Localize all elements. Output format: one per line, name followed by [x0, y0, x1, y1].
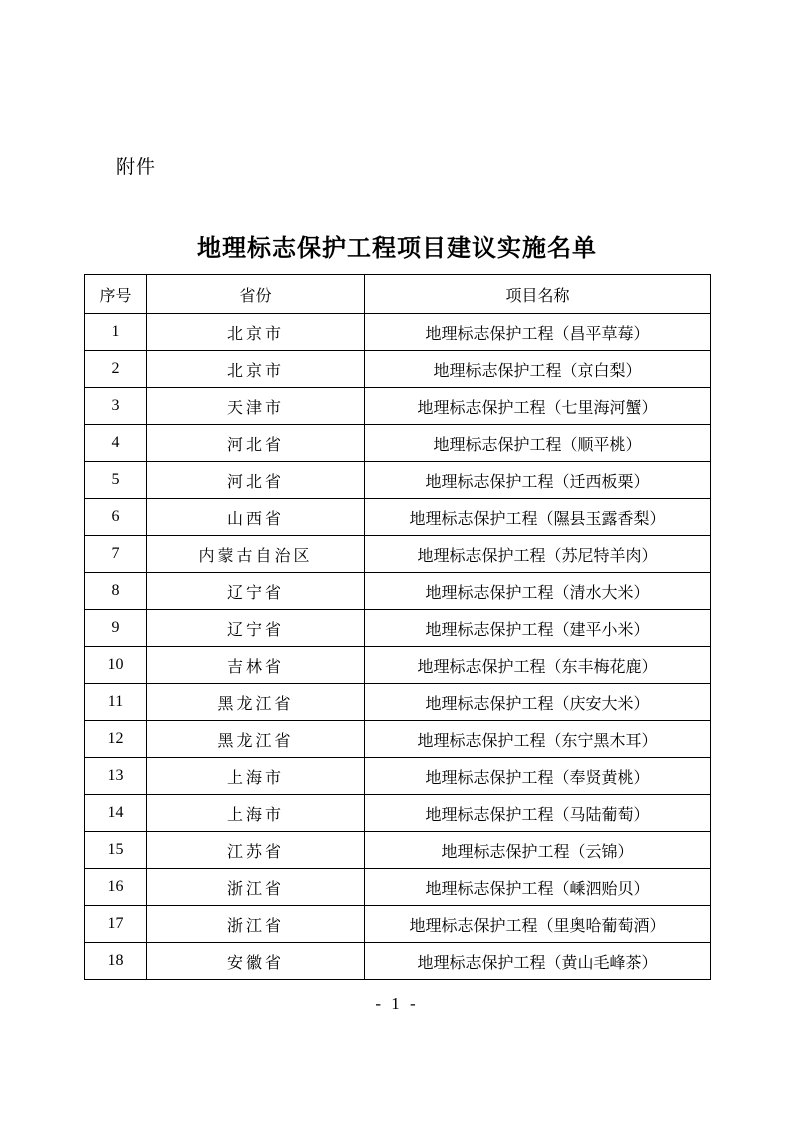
page-title: 地理标志保护工程项目建议实施名单	[197, 236, 597, 262]
cell-province: 黑龙江省	[147, 684, 365, 721]
cell-project: 地理标志保护工程（云锦）	[365, 832, 711, 869]
table-row	[85, 906, 711, 943]
cell-index: 9	[85, 610, 147, 647]
cell-province: 山西省	[147, 499, 365, 536]
page-number: - 1 -	[375, 994, 419, 1013]
cell-project: 地理标志保护工程（京白梨）	[365, 351, 711, 388]
table-row	[85, 647, 711, 684]
table-row	[85, 573, 711, 610]
project-list-table	[84, 274, 711, 980]
cell-project: 地理标志保护工程（七里海河蟹）	[365, 388, 711, 425]
cell-project: 地理标志保护工程（建平小米）	[365, 610, 711, 647]
cell-project: 地理标志保护工程（苏尼特羊肉）	[365, 536, 711, 573]
cell-province: 北京市	[147, 351, 365, 388]
cell-province: 上海市	[147, 758, 365, 795]
cell-project: 地理标志保护工程（清水大米）	[365, 573, 711, 610]
cell-project: 地理标志保护工程（奉贤黄桃）	[365, 758, 711, 795]
cell-index: 1	[85, 314, 147, 351]
cell-index: 4	[85, 425, 147, 462]
attachment-label: 附件	[116, 157, 157, 178]
cell-province: 黑龙江省	[147, 721, 365, 758]
cell-province: 吉林省	[147, 647, 365, 684]
table-row	[85, 314, 711, 351]
table-row	[85, 943, 711, 980]
table-row	[85, 462, 711, 499]
cell-project: 地理标志保护工程（昌平草莓）	[365, 314, 711, 351]
cell-index: 10	[85, 647, 147, 684]
cell-project: 地理标志保护工程（东宁黑木耳）	[365, 721, 711, 758]
cell-index: 8	[85, 573, 147, 610]
cell-province: 浙江省	[147, 869, 365, 906]
cell-index: 12	[85, 721, 147, 758]
column-header-project: 项目名称	[365, 275, 711, 314]
cell-index: 6	[85, 499, 147, 536]
cell-province: 安徽省	[147, 943, 365, 980]
cell-project: 地理标志保护工程（迁西板栗）	[365, 462, 711, 499]
cell-index: 17	[85, 906, 147, 943]
cell-index: 15	[85, 832, 147, 869]
cell-index: 13	[85, 758, 147, 795]
cell-index: 3	[85, 388, 147, 425]
cell-province: 天津市	[147, 388, 365, 425]
table-row	[85, 832, 711, 869]
table-row	[85, 610, 711, 647]
cell-index: 18	[85, 943, 147, 980]
cell-project: 地理标志保护工程（隰县玉露香梨）	[365, 499, 711, 536]
cell-project: 地理标志保护工程（里奥哈葡萄酒）	[365, 906, 711, 943]
table-row	[85, 425, 711, 462]
table-row	[85, 684, 711, 721]
cell-province: 北京市	[147, 314, 365, 351]
cell-index: 11	[85, 684, 147, 721]
table-row	[85, 795, 711, 832]
cell-project: 地理标志保护工程（庆安大米）	[365, 684, 711, 721]
table-row	[85, 869, 711, 906]
cell-province: 江苏省	[147, 832, 365, 869]
cell-index: 5	[85, 462, 147, 499]
column-header-index: 序号	[85, 275, 147, 314]
table-row	[85, 536, 711, 573]
cell-province: 辽宁省	[147, 573, 365, 610]
cell-province: 内蒙古自治区	[147, 536, 365, 573]
cell-province: 浙江省	[147, 906, 365, 943]
cell-project: 地理标志保护工程（顺平桃）	[365, 425, 711, 462]
cell-province: 河北省	[147, 462, 365, 499]
table-row	[85, 351, 711, 388]
table-header-row	[85, 275, 711, 314]
column-header-province: 省份	[147, 275, 365, 314]
cell-index: 14	[85, 795, 147, 832]
cell-index: 7	[85, 536, 147, 573]
cell-index: 16	[85, 869, 147, 906]
table-row	[85, 388, 711, 425]
cell-province: 上海市	[147, 795, 365, 832]
cell-province: 河北省	[147, 425, 365, 462]
cell-index: 2	[85, 351, 147, 388]
table-row	[85, 721, 711, 758]
cell-province: 辽宁省	[147, 610, 365, 647]
cell-project: 地理标志保护工程（黄山毛峰茶）	[365, 943, 711, 980]
cell-project: 地理标志保护工程（马陆葡萄）	[365, 795, 711, 832]
cell-project: 地理标志保护工程（嵊泗贻贝）	[365, 869, 711, 906]
table-row	[85, 758, 711, 795]
table-row	[85, 499, 711, 536]
cell-project: 地理标志保护工程（东丰梅花鹿）	[365, 647, 711, 684]
